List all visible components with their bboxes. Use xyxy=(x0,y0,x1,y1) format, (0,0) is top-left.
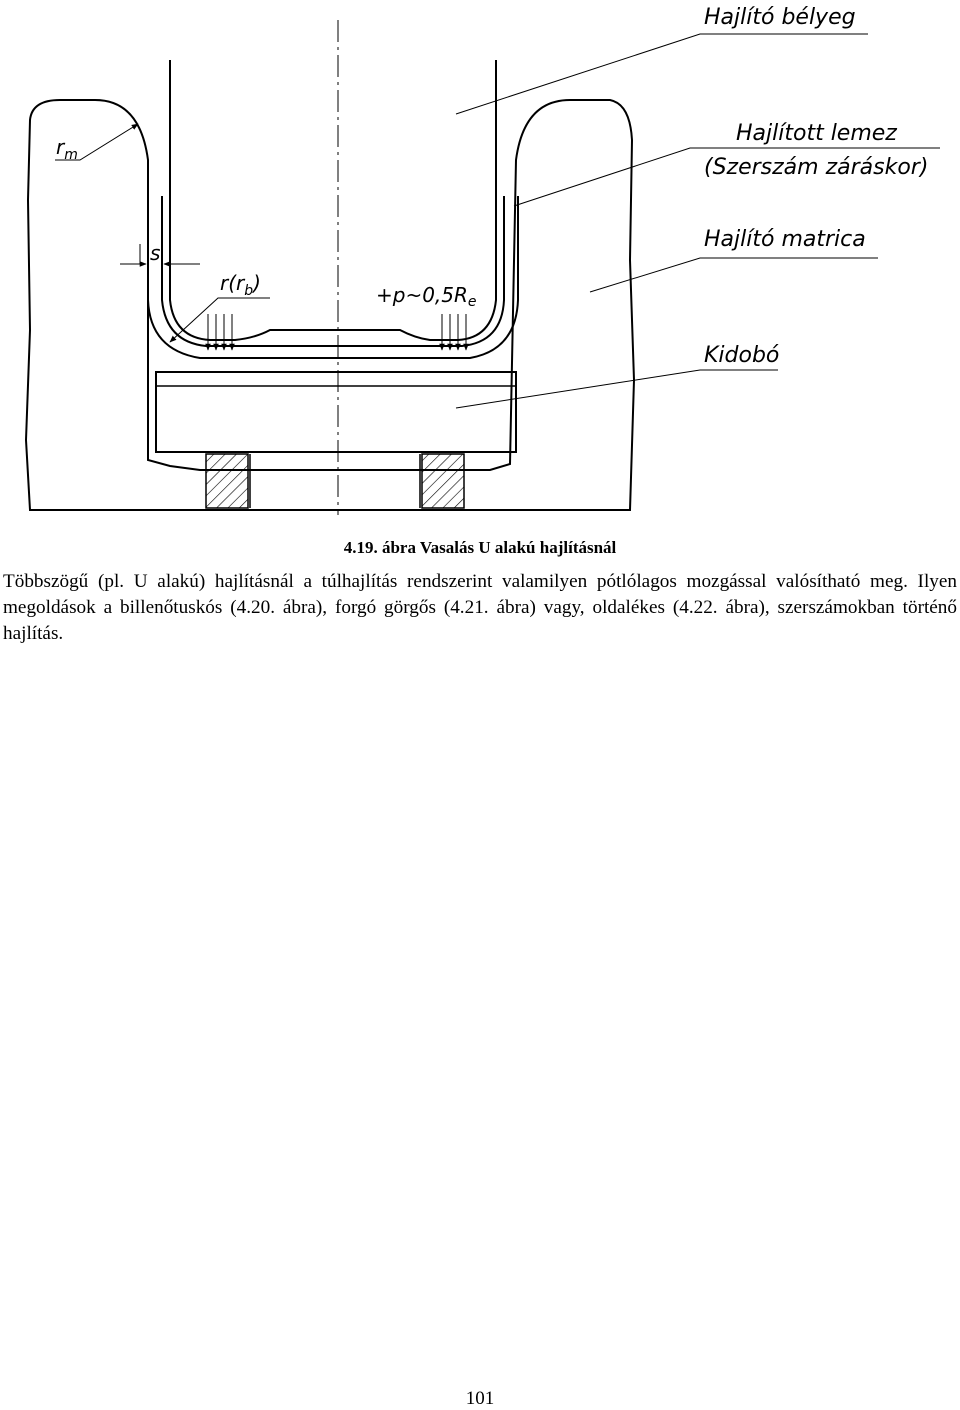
ejector-label: Kidobó xyxy=(704,343,780,368)
page-number: 101 xyxy=(465,1388,495,1409)
technical-drawing xyxy=(0,0,960,520)
rb-label: $r(r_b)$ xyxy=(220,271,261,299)
bent-sheet xyxy=(148,196,518,358)
rm-label: $r_m$ xyxy=(56,135,78,163)
paragraph: Többszögű (pl. U alakú) hajlításnál a túlhajlítás rendszerint valamilyen pótlólagos mozgással valósítható meg. Ilyen megoldások a billenőtuskós (4.20. ábra), forgó görgős (4.21. ábra) vagy, oldalékes (4.22. ábra), szerszámokban történő hajlítás. xyxy=(3,571,957,644)
pressure-arrows-right xyxy=(442,314,466,350)
die-outline xyxy=(26,100,634,510)
punch-leader xyxy=(456,34,868,114)
figure-caption xyxy=(0,538,960,558)
punch-label: Hajlító bélyeg xyxy=(704,5,856,30)
sheet-label-line1: Hajlított lemez xyxy=(736,121,897,146)
s-label: s xyxy=(150,241,161,265)
ejector-leader xyxy=(456,370,778,408)
pressure-label: $+p\sim 0,5R_e$ xyxy=(376,283,477,310)
sheet-label-line2: (Szerszám záráskor) xyxy=(704,155,929,180)
die-label: Hajlító matrica xyxy=(704,227,866,252)
ejector xyxy=(156,372,516,452)
left-pin xyxy=(206,454,248,508)
die-leader xyxy=(590,258,878,292)
caption-title: Vasalás U alakú hajlításnál xyxy=(419,538,617,557)
caption-number: 4.19. ábra xyxy=(343,538,416,557)
pressure-arrows-left xyxy=(208,314,232,350)
body-text xyxy=(3,569,957,647)
right-pin xyxy=(422,454,464,508)
